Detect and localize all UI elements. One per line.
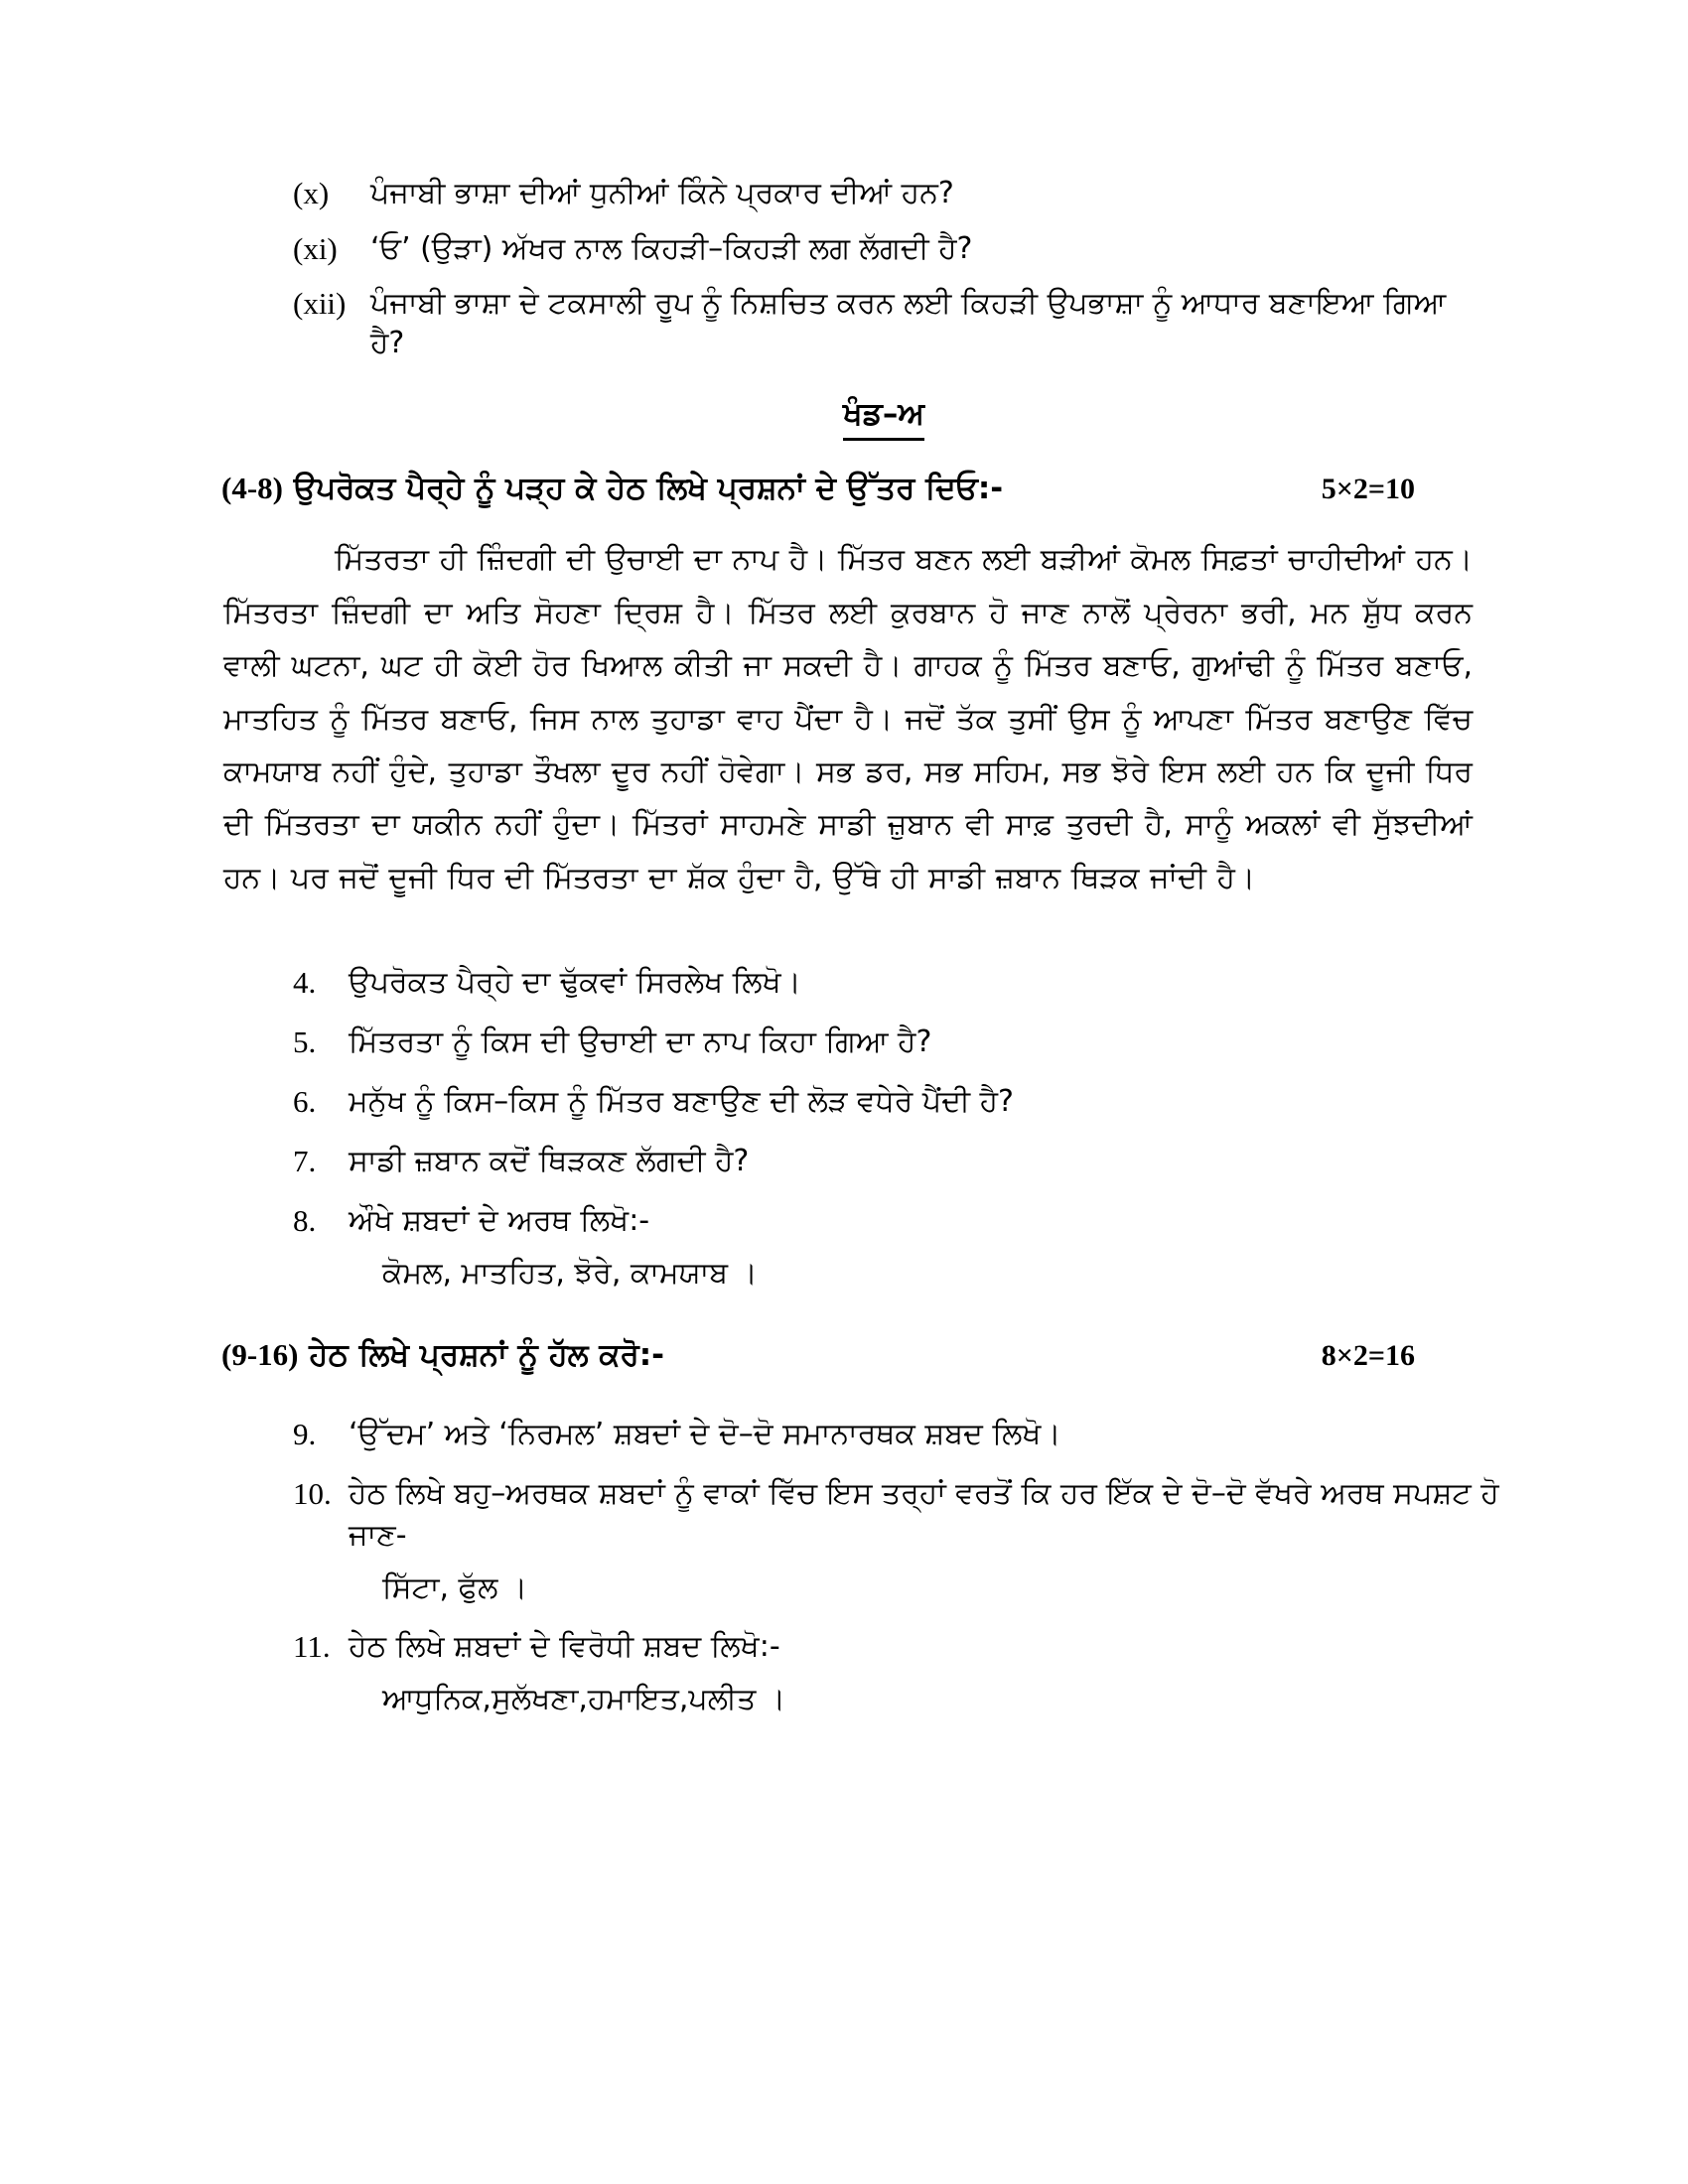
roman-question-xii-text: ਪੰਜਾਬੀ ਭਾਸ਼ਾ ਦੇ ਟਕਸਾਲੀ ਰੂਪ ਨੂੰ ਨਿਸ਼ਚਿਤ ਕਰਨ ਲਈ ਕਿਹੜੀ ਉਪਭਾਸ਼ਾ ਨੂੰ ਆਧਾਰ ਬਣਾਇਆ ਗਿਆ ਹੈ? (370, 286, 1447, 360)
question-number-11: 11. (293, 1629, 331, 1665)
question-text-8: ਔਖੇ ਸ਼ਬਦਾਂ ਦੇ ਅਰਥ ਲਿਖੋ:- (349, 1203, 650, 1239)
question-number-5: 5. (293, 1024, 317, 1060)
question-item-9 (293, 1414, 1475, 1455)
roman-marker-x: (x) (293, 176, 330, 210)
roman-question-x-text: ਪੰਜਾਬੀ ਭਾਸ਼ਾ ਦੀਆਂ ਧੁਨੀਆਂ ਕਿੰਨੇ ਪ੍ਰਕਾਰ ਦੀਆਂ ਹਨ? (370, 176, 954, 210)
question-text-5: ਮਿੱਤਰਤਾ ਨੂੰ ਕਿਸ ਦੀ ਉਚਾਈ ਦਾ ਨਾਪ ਕਿਹਾ ਗਿਆ ਹੈ? (349, 1024, 932, 1060)
question-number-10: 10. (293, 1476, 332, 1512)
group-b-range: (9-16) (221, 1337, 299, 1373)
group-a-instruction-text: ਉਪਰੋਕਤ ਪੈਰ੍ਹੇ ਨੂੰ ਪੜ੍ਹ ਕੇ ਹੇਠ ਲਿਖੇ ਪ੍ਰਸ਼ਨਾਂ ਦੇ ਉੱਤਰ ਦਿਓ:- (293, 471, 1004, 507)
question-number-4: 4. (293, 965, 317, 1001)
question-number-7: 7. (293, 1144, 317, 1179)
question-item-7 (293, 1141, 1475, 1182)
question-item-8 (293, 1200, 1475, 1294)
question-number-6: 6. (293, 1084, 317, 1120)
group-b-header (221, 1337, 1475, 1374)
roman-marker-xii: (xii) (293, 286, 347, 322)
section-heading: ਖੰਡ–ਅ (843, 396, 924, 441)
question-text-6: ਮਨੁੱਖ ਨੂੰ ਕਿਸ–ਕਿਸ ਨੂੰ ਮਿੱਤਰ ਬਣਾਉਣ ਦੀ ਲੋੜ ਵਧੇਰੇ ਪੈਂਦੀ ਹੈ? (349, 1084, 1014, 1120)
roman-question-xi (293, 229, 1475, 269)
group-a-header (221, 471, 1475, 507)
group-a-instruction (221, 471, 1003, 507)
question-text-9: ‘ਉੱਦਮ’ ਅਤੇ ‘ਨਿਰਮਲ’ ਸ਼ਬਦਾਂ ਦੇ ਦੋ–ਦੋ ਸਮਾਨਾਰਥਕ ਸ਼ਬਦ ਲਿਖੋ। (349, 1417, 1061, 1452)
question-text-7: ਸਾਡੀ ਜ਼ਬਾਨ ਕਦੋਂ ਥਿੜਕਣ ਲੱਗਦੀ ਹੈ? (349, 1144, 750, 1179)
question-number-9: 9. (293, 1417, 317, 1452)
question-item-4 (293, 962, 1475, 1004)
group-b-marks: 8×2=16 (1321, 1339, 1415, 1373)
roman-question-xi-text: ‘ਓ’ (ਉੜਾ) ਅੱਖਰ ਨਾਲ ਕਿਹੜੀ–ਕਿਹੜੀ ਲਗ ਲੱਗਦੀ ਹੈ? (370, 230, 973, 266)
roman-question-xii (293, 284, 1475, 362)
question-item-11 (293, 1626, 1475, 1719)
question-text-4: ਉਪਰੋਕਤ ਪੈਰ੍ਹੇ ਦਾ ਢੁੱਕਵਾਂ ਸਿਰਲੇਖ ਲਿਖੋ। (349, 965, 801, 1001)
page-content (221, 174, 1499, 1720)
group-a-range: (4-8) (221, 471, 283, 506)
question-item-6 (293, 1081, 1475, 1123)
roman-question-x (293, 174, 1475, 213)
roman-question-list (293, 174, 1475, 362)
question-list-a (293, 962, 1475, 1294)
group-b-instruction (221, 1337, 664, 1374)
question-item-5 (293, 1022, 1475, 1063)
question-10-word-list: ਸਿੱਟਾ, ਫੁੱਲ । (382, 1570, 528, 1606)
group-a-marks: 5×2=10 (1321, 473, 1415, 506)
question-list-b (293, 1414, 1499, 1719)
question-item-10 (293, 1473, 1499, 1608)
question-8-word-list: ਕੋਮਲ, ਮਾਤਹਿਤ, ਝੋਰੇ, ਕਾਮਯਾਬ । (382, 1256, 758, 1292)
question-11-word-list: ਆਧੁਨਿਕ,ਸੁਲੱਖਣਾ,ਹਮਾਇਤ,ਪਲੀਤ । (382, 1682, 786, 1717)
question-text-11: ਹੇਠ ਲਿਖੇ ਸ਼ਬਦਾਂ ਦੇ ਵਿਰੋਧੀ ਸ਼ਬਦ ਲਿਖੋ:- (349, 1629, 780, 1665)
group-b-instruction-text: ਹੇਠ ਲਿਖੇ ਪ੍ਰਸ਼ਨਾਂ ਨੂੰ ਹੱਲ ਕਰੋ:- (309, 1337, 665, 1374)
section-heading-container (293, 396, 1475, 441)
reading-passage: ਮਿੱਤਰਤਾ ਹੀ ਜ਼ਿੰਦਗੀ ਦੀ ਉਚਾਈ ਦਾ ਨਾਪ ਹੈ। ਮਿੱਤਰ ਬਣਨ ਲਈ ਬੜੀਆਂ ਕੋਮਲ ਸਿਫ਼ਤਾਂ ਚਾਹੀਦੀਆਂ ਹਨ। ਮਿੱਤਰਤਾ ਜ਼ਿੰਦਗੀ ਦਾ ਅਤਿ ਸੋਹਣਾ ਦ੍ਰਿਸ਼ ਹੈ। ਮਿੱਤਰ ਲਈ ਕੁਰਬਾਨ ਹੋ ਜਾਣ ਨਾਲੋਂ ਪ੍ਰੇਰਨਾ ਭਰੀ, ਮਨ ਸ਼ੁੱਧ ਕਰਨ ਵਾਲੀ ਘਟਨਾ, ਘਟ ਹੀ ਕੋਈ ਹੋਰ ਖਿਆਲ ਕੀਤੀ ਜਾ ਸਕਦੀ ਹੈ। ਗਾਹਕ ਨੂੰ ਮਿੱਤਰ ਬਣਾਓ, ਗੁਆਂਢੀ ਨੂੰ ਮਿੱਤਰ ਬਣਾਓ, ਮਾਤਹਿਤ ਨੂੰ ਮਿੱਤਰ ਬਣਾਓ, ਜਿਸ ਨਾਲ ਤੁਹਾਡਾ ਵਾਹ ਪੈਂਦਾ ਹੈ। ਜਦੋਂ ਤੱਕ ਤੁਸੀਂ ਉਸ ਨੂੰ ਆਪਣਾ ਮਿੱਤਰ ਬਣਾਉਣ ਵਿੱਚ ਕਾਮਯਾਬ ਨਹੀਂ ਹੁੰਦੇ, ਤੁਹਾਡਾ ਤੌਖਲਾ ਦੂਰ ਨਹੀਂ ਹੋਵੇਗਾ। ਸਭ ਡਰ, ਸਭ ਸਹਿਮ, ਸਭ ਝੋਰੇ ਇਸ ਲਈ ਹਨ ਕਿ ਦੂਜੀ ਧਿਰ ਦੀ ਮਿੱਤਰਤਾ ਦਾ ਯਕੀਨ ਨਹੀਂ ਹੁੰਦਾ। ਮਿੱਤਰਾਂ ਸਾਹਮਣੇ ਸਾਡੀ ਜ਼ੁਬਾਨ ਵੀ ਸਾਫ਼ ਤੁਰਦੀ ਹੈ, ਸਾਨੂੰ ਅਕਲਾਂ ਵੀ ਸੁੱਝਦੀਆਂ ਹਨ। ਪਰ ਜਦੋਂ ਦੂਜੀ ਧਿਰ ਦੀ ਮਿੱਤਰਤਾ ਦਾ ਸ਼ੱਕ ਹੁੰਦਾ ਹੈ, ਉੱਥੇ ਹੀ ਸਾਡੀ ਜ਼ਬਾਨ ਥਿੜਕ ਜਾਂਦੀ ਹੈ। (223, 542, 1473, 895)
roman-marker-xi: (xi) (293, 230, 338, 266)
question-number-8: 8. (293, 1203, 317, 1239)
question-text-10: ਹੇਠ ਲਿਖੇ ਬਹੁ–ਅਰਥਕ ਸ਼ਬਦਾਂ ਨੂੰ ਵਾਕਾਂ ਵਿੱਚ ਇਸ ਤਰ੍ਹਾਂ ਵਰਤੋਂ ਕਿ ਹਰ ਇੱਕ ਦੇ ਦੋ–ਦੋ ਵੱਖਰੇ ਅਰਥ ਸਪਸ਼ਟ ਹੋ ਜਾਣ- (349, 1476, 1499, 1554)
